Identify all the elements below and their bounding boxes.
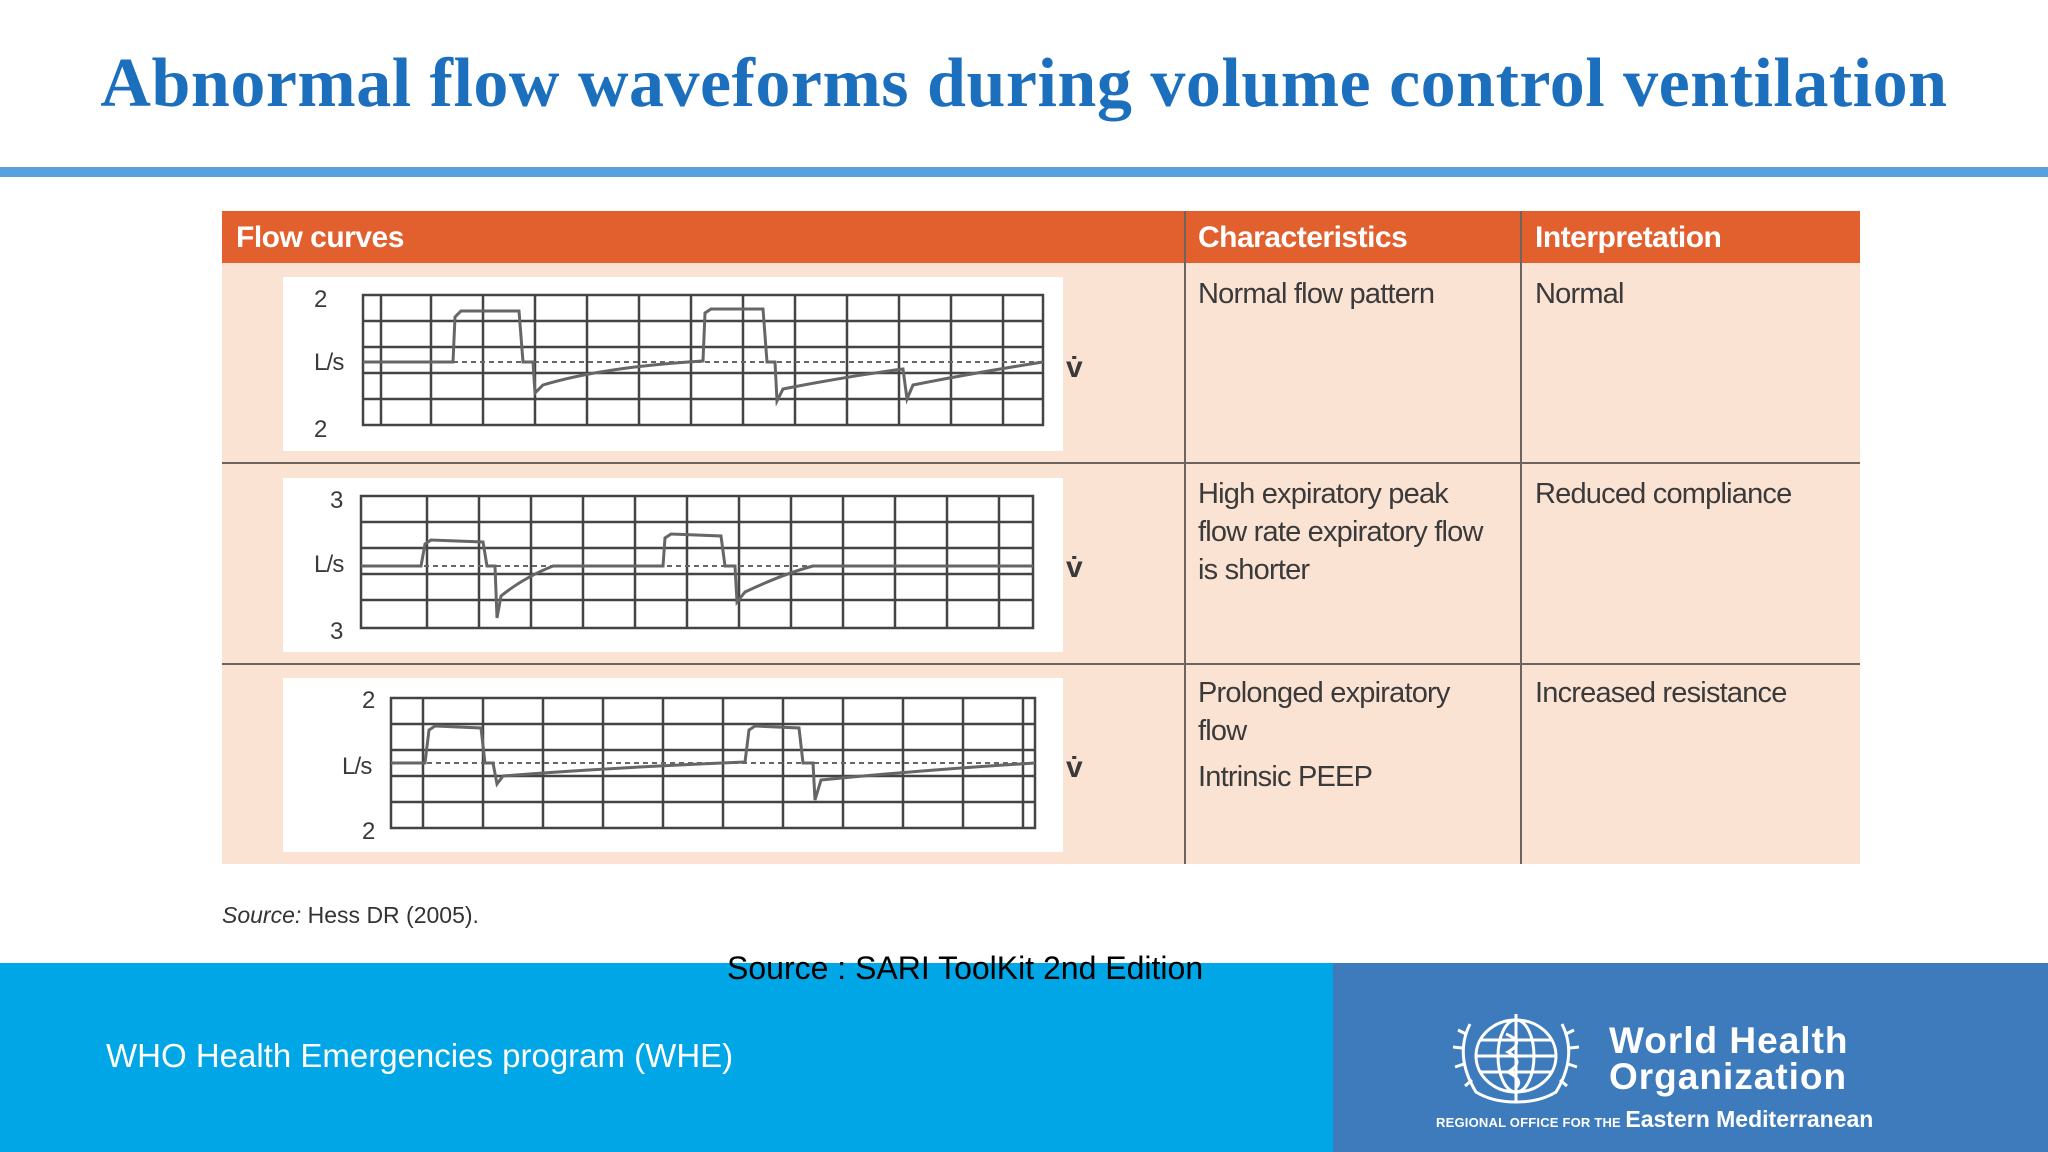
y-axis-min: 3 bbox=[330, 618, 343, 645]
flow-symbol: v̇ bbox=[1066, 551, 1082, 584]
slide-source: Source : SARI ToolKit 2nd Edition bbox=[727, 950, 1204, 986]
y-axis-unit: L/s bbox=[314, 349, 344, 376]
title-divider bbox=[0, 167, 2048, 177]
y-axis-max: 3 bbox=[330, 487, 343, 514]
waveform-panel bbox=[283, 678, 1063, 852]
characteristics-line: Normal flow pattern bbox=[1198, 278, 1435, 310]
who-name-line2: Organization bbox=[1609, 1056, 1848, 1097]
characteristics-cell bbox=[1198, 475, 1483, 589]
column-divider bbox=[1184, 211, 1186, 864]
header-interpretation: Interpretation bbox=[1535, 221, 1722, 254]
flow-symbol: v̇ bbox=[1066, 351, 1082, 384]
characteristics-line: Prolonged expiratory bbox=[1198, 677, 1450, 709]
slide-title: Abnormal flow waveforms during volume control ventilation bbox=[100, 45, 1948, 122]
header-flow-curves: Flow curves bbox=[236, 221, 404, 254]
row-divider bbox=[222, 663, 1860, 665]
flow-waveform-table bbox=[222, 211, 1860, 864]
header-characteristics: Characteristics bbox=[1198, 221, 1408, 254]
interpretation-cell: Normal bbox=[1535, 278, 1624, 310]
figure-source-note bbox=[222, 902, 479, 929]
y-axis-min: 2 bbox=[362, 818, 375, 845]
y-axis-unit: L/s bbox=[342, 753, 372, 780]
y-axis-unit: L/s bbox=[314, 551, 344, 578]
characteristics-cell bbox=[1198, 275, 1434, 313]
row-divider bbox=[222, 462, 1860, 464]
source-citation: Hess DR (2005). bbox=[307, 902, 479, 928]
characteristics-line: is shorter bbox=[1198, 554, 1310, 586]
interpretation-cell: Reduced compliance bbox=[1535, 478, 1792, 510]
flow-trace bbox=[361, 534, 1033, 618]
characteristics-line: High expiratory peak bbox=[1198, 478, 1448, 510]
characteristics-line: flow rate expiratory flow bbox=[1198, 516, 1483, 548]
who-name-line1: World Health bbox=[1609, 1020, 1849, 1061]
column-divider bbox=[1520, 211, 1522, 864]
flow-symbol: v̇ bbox=[1066, 751, 1082, 784]
table-header bbox=[222, 211, 1860, 263]
who-emblem-icon bbox=[1436, 1010, 1596, 1106]
footer-program-name: WHO Health Emergencies program (WHE) bbox=[106, 1037, 734, 1074]
source-label: Source: bbox=[222, 902, 302, 928]
who-name bbox=[1609, 1020, 1849, 1097]
y-axis-min: 2 bbox=[314, 416, 327, 443]
who-region bbox=[1436, 1106, 1873, 1133]
y-axis-max: 2 bbox=[314, 286, 327, 313]
region-name: Eastern Mediterranean bbox=[1625, 1106, 1874, 1132]
y-axis-max: 2 bbox=[362, 687, 375, 714]
characteristics-cell bbox=[1198, 674, 1450, 796]
waveform-panel bbox=[283, 277, 1063, 451]
region-office-label: REGIONAL OFFICE FOR THE bbox=[1436, 1115, 1621, 1130]
interpretation-cell: Increased resistance bbox=[1535, 677, 1787, 709]
waveform-grid bbox=[361, 496, 1033, 628]
flow-trace bbox=[363, 309, 1043, 401]
characteristics-extra: Intrinsic PEEP bbox=[1198, 761, 1373, 793]
flow-trace bbox=[391, 726, 1035, 800]
characteristics-line: flow bbox=[1198, 715, 1247, 747]
waveform-panel bbox=[283, 478, 1063, 652]
